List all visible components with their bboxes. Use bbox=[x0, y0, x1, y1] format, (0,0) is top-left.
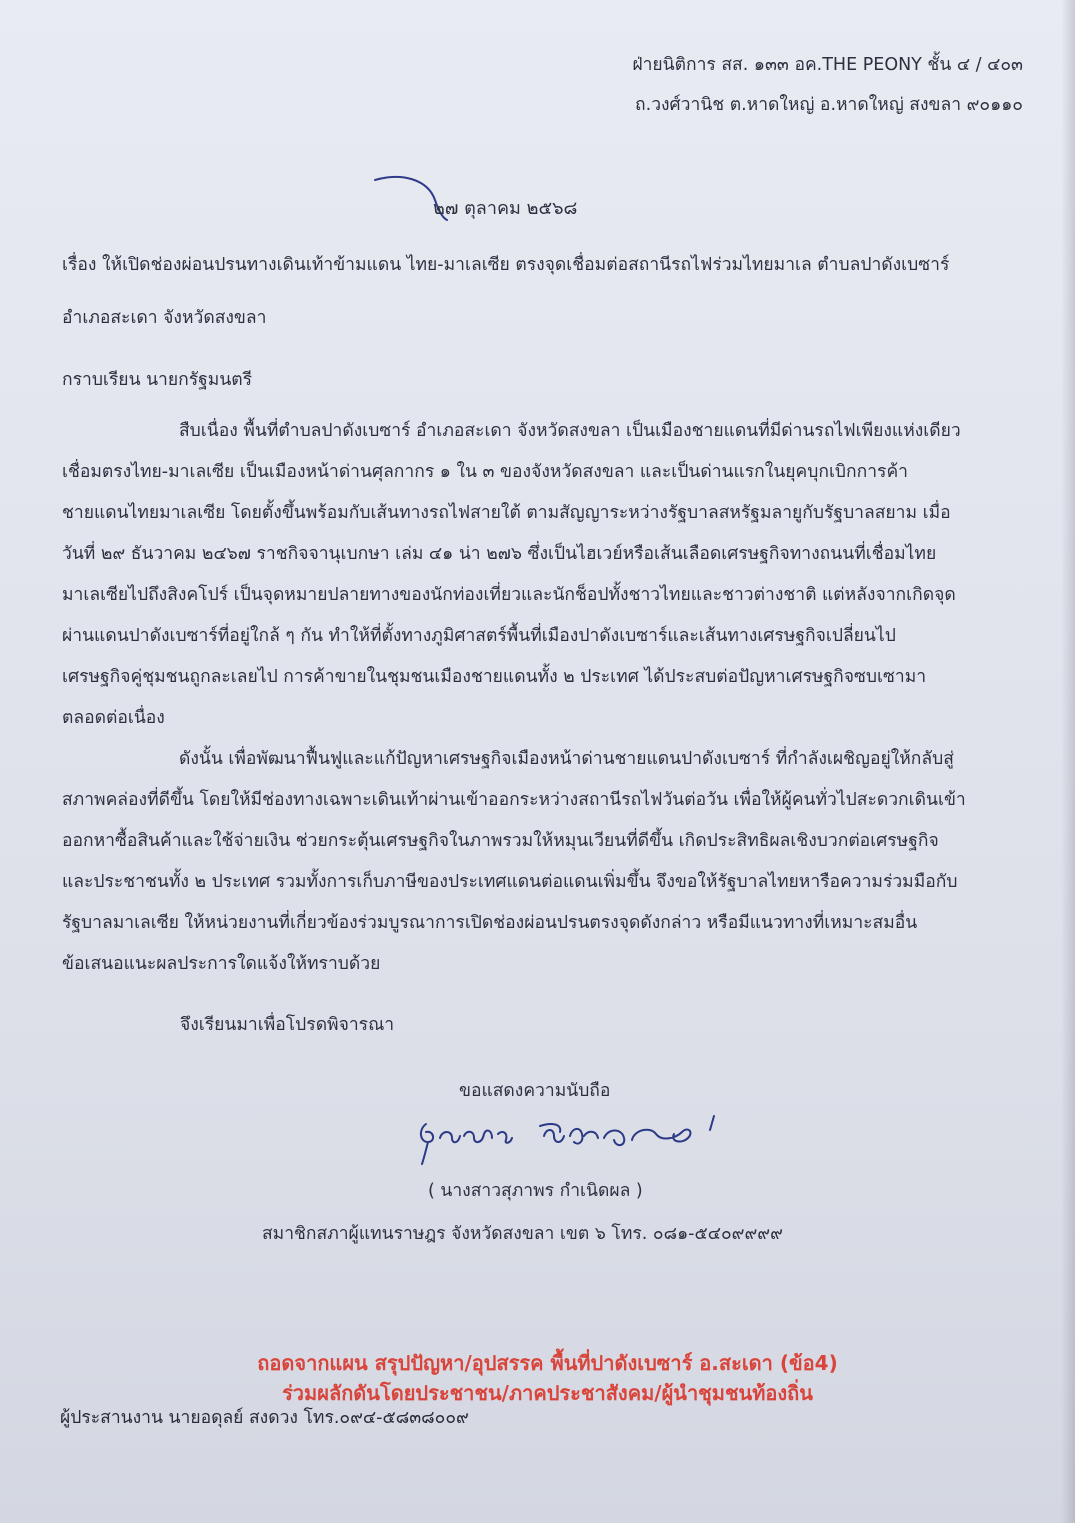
paragraph-line: ดังนั้น เพื่อพัฒนาฟื้นฟูและแก้ปัญหาเศรษฐกิจเมืองหน้าด่านชายแดนปาดังเบซาร์ ที่กำลังเผชิญอยู่ให้กลับสู่ bbox=[179, 749, 954, 769]
subject-line-1: เรื่อง ให้เปิดช่องผ่อนปรนทางเดินเท้าข้ามแดน ไทย-มาเลเซีย ตรงจุดเชื่อมต่อสถานีรถไฟร่วมไทยมาเล ตำบลปาดังเบซาร์ bbox=[62, 255, 950, 275]
handwritten-signature bbox=[412, 1112, 732, 1170]
red-note-line-1: ถอดจากแผน สรุปปัญหา/อุปสรรค พื้นที่ปาดังเบซาร์ อ.สะเดา (ข้อ4) bbox=[257, 1351, 838, 1375]
body-paragraph-2 bbox=[62, 738, 1030, 984]
paragraph-line: และประชาชนทั้ง ๒ ประเทศ รวมทั้งการเก็บภาษีของประเทศแดนต่อแดนเพิ่มขึ้น จึงขอให้รัฐบาลไทยหารือความร่วมมือกับ bbox=[62, 872, 958, 892]
coordinator-contact: ผู้ประสานงาน นายอดุลย์ สงดวง โทร.๐๙๔-๕๘๓๘๐๐๙ bbox=[60, 1408, 469, 1428]
paragraph-line: ชายแดนไทยมาเลเซีย โดยตั้งขึ้นพร้อมกับเส้นทางรถไฟสายใต้ ตามสัญญาระหว่างรัฐบาลสหรัฐมลายูกับรัฐบาลสยาม เมื่อ bbox=[62, 503, 951, 523]
subject-line-2: อำเภอสะเดา จังหวัดสงขลา bbox=[62, 308, 267, 328]
page-shadow bbox=[1061, 0, 1075, 1523]
paragraph-line: สืบเนื่อง พื้นที่ตำบลปาดังเบซาร์ อำเภอสะเดา จังหวัดสงขลา เป็นเมืองชายแดนที่มีด่านรถไฟเพียงแห่งเดียว bbox=[179, 421, 961, 441]
signer-position: สมาชิกสภาผู้แทนราษฎร จังหวัดสงขลา เขต ๖ โทร. ๐๘๑-๕๔๐๙๙๙๙ bbox=[262, 1224, 783, 1244]
paragraph-line: ตลอดต่อเนื่อง bbox=[62, 708, 165, 728]
paragraph-line: เศรษฐกิจคู่ชุมชนถูกละเลยไป การค้าขายในชุมชนเมืองชายแดนทั้ง ๒ ประเทศ ได้ประสบต่อปัญหาเศรษฐกิจซบเซามา bbox=[62, 667, 927, 687]
red-note-line-2: ร่วมผลักดันโดยประชาชน/ภาคประชาสังคม/ผู้นำชุมชนท้องถิ่น bbox=[282, 1381, 813, 1405]
salutation: กราบเรียน นายกรัฐมนตรี bbox=[62, 370, 253, 390]
paragraph-line: วันที่ ๒๙ ธันวาคม ๒๔๖๗ ราชกิจจานุเบกษา เล่ม ๔๑ น่า ๒๗๖ ซึ่งเป็นไฮเวย์หรือเส้นเลือดเศรษฐกิจทางถนนที่เชื่อมไทย bbox=[62, 544, 937, 564]
regards-line: ขอแสดงความนับถือ bbox=[459, 1081, 611, 1101]
paragraph-line: รัฐบาลมาเลเซีย ให้หน่วยงานที่เกี่ยวข้องร่วมบูรณาการเปิดช่องผ่อนปรนตรงจุดดังกล่าว หรือมีแนวทางที่เหมาะสมอื่น bbox=[62, 913, 918, 933]
paragraph-line: ผ่านแดนปาดังเบซาร์ที่อยู่ใกล้ ๆ กัน ทำให้ที่ตั้งทางภูมิศาสตร์พื้นที่เมืองปาดังเบซาร์และเส้นทางเศรษฐกิจเปลี่ยนไป bbox=[62, 626, 896, 646]
signer-name: ( นางสาวสุภาพร กำเนิดผล ) bbox=[428, 1181, 643, 1201]
paragraph-line: มาเลเซียไปถึงสิงคโปร์ เป็นจุดหมายปลายทางของนักท่องเที่ยวและนักช็อปทั้งชาวไทยและชาวต่างชาติ แต่หลังจากเกิดจุด bbox=[62, 585, 956, 605]
paragraph-line: ข้อเสนอแนะผลประการใดแจ้งให้ทราบด้วย bbox=[62, 954, 381, 974]
sender-address-line-1: ฝ่ายนิติการ สส. ๑๓๓ อค.THE PEONY ชั้น ๔ / ๔๐๓ bbox=[632, 55, 1023, 75]
closing-line: จึงเรียนมาเพื่อโปรดพิจารณา bbox=[180, 1015, 395, 1035]
body-paragraph-1 bbox=[62, 410, 1030, 738]
paragraph-line: ออกหาซื้อสินค้าและใช้จ่ายเงิน ช่วยกระตุ้นเศรษฐกิจในภาพรวมให้หมุนเวียนที่ดีขึ้น เกิดประสิทธิผลเชิงบวกต่อเศรษฐกิจ bbox=[62, 831, 939, 851]
letter-date: ๒๗ ตุลาคม ๒๕๖๘ bbox=[433, 198, 578, 219]
paragraph-line: เชื่อมตรงไทย-มาเลเซีย เป็นเมืองหน้าด่านศุลกากร ๑ ใน ๓ ของจังหวัดสงขลา และเป็นด่านแรกในยุคบุกเบิกการค้า bbox=[62, 462, 908, 482]
paragraph-line: สภาพคล่องที่ดีขึ้น โดยให้มีช่องทางเฉพาะเดินเท้าผ่านเข้าออกระหว่างสถานีรถไฟวันต่อวัน เพื่อให้ผู้คนทั่วไปสะดวกเดินเข้า bbox=[62, 790, 966, 810]
sender-address-line-2: ถ.วงศ์วานิช ต.หาดใหญ่ อ.หาดใหญ่ สงขลา ๙๐๑๑๐ bbox=[635, 95, 1023, 115]
